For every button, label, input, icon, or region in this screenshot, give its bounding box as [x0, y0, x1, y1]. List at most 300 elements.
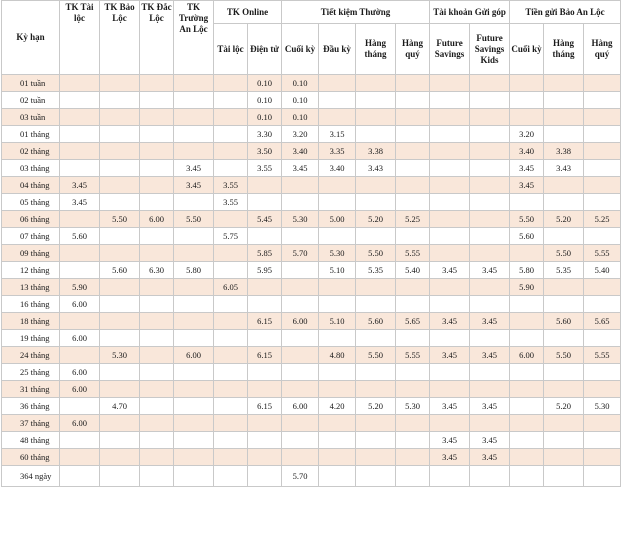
rate-cell-tt-ck	[282, 347, 319, 364]
rate-cell-tt-ck: 5.30	[282, 211, 319, 228]
rate-cell-bal-hq	[584, 126, 621, 143]
rate-cell-tt-ck: 0.10	[282, 92, 319, 109]
rate-cell-fsk	[470, 381, 510, 398]
rate-cell-onl-tai-loc	[214, 330, 248, 347]
rate-cell-onl-tai-loc	[214, 109, 248, 126]
rate-cell-dac-loc	[140, 279, 174, 296]
rate-cell-fs: 3.45	[430, 313, 470, 330]
rate-cell-fsk	[470, 109, 510, 126]
rate-cell-bal-ck	[510, 92, 544, 109]
rate-cell-bal-ck	[510, 109, 544, 126]
rate-cell-tai-loc: 6.00	[60, 364, 100, 381]
rate-cell-tt-ck: 6.00	[282, 398, 319, 415]
rate-cell-fsk	[470, 160, 510, 177]
rate-cell-tt-ht: 5.60	[356, 313, 396, 330]
rate-cell-tai-loc	[60, 262, 100, 279]
rate-cell-truong-an-loc	[174, 330, 214, 347]
rate-cell-bal-ht	[544, 296, 584, 313]
rate-cell-tt-ck	[282, 262, 319, 279]
rate-cell-onl-tai-loc	[214, 262, 248, 279]
rate-cell-truong-an-loc	[174, 109, 214, 126]
rate-cell-dac-loc	[140, 143, 174, 160]
rate-cell-truong-an-loc: 6.00	[174, 347, 214, 364]
rate-cell-tt-ck	[282, 381, 319, 398]
rate-cell-bal-ck	[510, 194, 544, 211]
rate-cell-bao-loc	[100, 415, 140, 432]
rate-cell-tt-dk	[319, 449, 356, 466]
rate-cell-bal-ck	[510, 330, 544, 347]
rate-cell-tt-hq	[396, 92, 430, 109]
rate-cell-fsk: 3.45	[470, 262, 510, 279]
header-tiet-kiem-thuong: Tiết kiệm Thường	[282, 1, 430, 24]
table-row	[2, 75, 621, 92]
rate-cell-onl-dien-tu: 6.15	[248, 347, 282, 364]
rate-cell-tt-hq: 5.25	[396, 211, 430, 228]
rate-cell-fs: 3.45	[430, 449, 470, 466]
rate-cell-bao-loc: 5.50	[100, 211, 140, 228]
rate-cell-tt-hq	[396, 160, 430, 177]
rate-cell-fsk	[470, 126, 510, 143]
rate-cell-tt-dk	[319, 177, 356, 194]
term-cell: 18 tháng	[2, 313, 60, 330]
rate-cell-bal-hq	[584, 143, 621, 160]
rate-cell-truong-an-loc	[174, 245, 214, 262]
rate-cell-tt-ck: 0.10	[282, 75, 319, 92]
rate-cell-tt-ht	[356, 449, 396, 466]
term-cell: 05 tháng	[2, 194, 60, 211]
rate-cell-truong-an-loc	[174, 398, 214, 415]
rate-cell-tt-ht: 3.43	[356, 160, 396, 177]
rate-cell-tt-dk	[319, 92, 356, 109]
rate-cell-bao-loc	[100, 466, 140, 487]
rate-cell-onl-tai-loc	[214, 296, 248, 313]
rate-cell-tai-loc: 6.00	[60, 296, 100, 313]
rate-cell-bal-ht: 5.35	[544, 262, 584, 279]
rate-cell-fsk	[470, 415, 510, 432]
rate-cell-bal-hq: 5.30	[584, 398, 621, 415]
rate-cell-bal-hq	[584, 109, 621, 126]
rate-cell-dac-loc	[140, 126, 174, 143]
rate-cell-tt-dk	[319, 194, 356, 211]
rate-cell-tt-dk: 3.15	[319, 126, 356, 143]
rate-cell-bal-ck: 3.40	[510, 143, 544, 160]
rate-cell-tt-ck	[282, 194, 319, 211]
rate-cell-onl-tai-loc	[214, 432, 248, 449]
term-cell: 19 tháng	[2, 330, 60, 347]
rate-cell-tt-hq	[396, 228, 430, 245]
rate-cell-onl-dien-tu: 6.15	[248, 398, 282, 415]
rate-cell-tt-dk: 3.35	[319, 143, 356, 160]
header-tien-gui-bao-an-loc: Tiền gửi Bảo An Lộc	[510, 1, 621, 24]
rate-cell-tt-ht	[356, 109, 396, 126]
rate-cell-onl-tai-loc	[214, 313, 248, 330]
rate-cell-onl-dien-tu	[248, 415, 282, 432]
rate-cell-tt-ht	[356, 177, 396, 194]
rate-cell-tt-ht	[356, 364, 396, 381]
rate-cell-bao-loc: 5.30	[100, 347, 140, 364]
rate-cell-onl-tai-loc	[214, 347, 248, 364]
rate-cell-bal-ht	[544, 92, 584, 109]
rate-cell-tai-loc	[60, 75, 100, 92]
term-cell: 24 tháng	[2, 347, 60, 364]
rate-cell-bal-hq	[584, 296, 621, 313]
rate-cell-tt-ht: 5.20	[356, 211, 396, 228]
rate-cell-bal-ht: 5.20	[544, 398, 584, 415]
rate-cell-fsk	[470, 75, 510, 92]
rate-cell-tt-hq: 5.55	[396, 347, 430, 364]
rate-cell-tai-loc	[60, 211, 100, 228]
rate-cell-fsk	[470, 143, 510, 160]
rate-cell-tai-loc	[60, 347, 100, 364]
rate-cell-tt-hq	[396, 75, 430, 92]
rate-cell-tt-dk: 5.10	[319, 262, 356, 279]
rate-cell-tai-loc	[60, 466, 100, 487]
rate-cell-bal-ht	[544, 228, 584, 245]
header-tk-tai-loc: TK Tài lộc	[60, 1, 100, 75]
header-tk-online: TK Online	[214, 1, 282, 24]
rate-cell-dac-loc	[140, 194, 174, 211]
table-row	[2, 126, 621, 143]
rate-cell-truong-an-loc: 3.45	[174, 160, 214, 177]
rate-cell-tt-hq: 5.55	[396, 245, 430, 262]
rate-cell-fsk	[470, 194, 510, 211]
rate-table-container	[1, 0, 613, 548]
rate-cell-bao-loc	[100, 177, 140, 194]
rate-cell-onl-dien-tu: 5.85	[248, 245, 282, 262]
rate-cell-tai-loc	[60, 245, 100, 262]
header-future-savings: Future Savings	[430, 24, 470, 75]
rate-cell-tt-ck: 3.20	[282, 126, 319, 143]
rate-cell-fsk	[470, 211, 510, 228]
rate-cell-onl-dien-tu	[248, 381, 282, 398]
rate-cell-onl-tai-loc	[214, 364, 248, 381]
term-cell: 03 tháng	[2, 160, 60, 177]
rate-cell-onl-dien-tu	[248, 466, 282, 487]
rate-cell-tt-hq	[396, 177, 430, 194]
rate-cell-bal-ht	[544, 109, 584, 126]
rate-cell-fs	[430, 415, 470, 432]
rate-cell-bao-loc: 4.70	[100, 398, 140, 415]
rate-cell-fs	[430, 194, 470, 211]
rate-cell-dac-loc	[140, 245, 174, 262]
rate-cell-fs	[430, 381, 470, 398]
rate-cell-bal-ck: 3.20	[510, 126, 544, 143]
rate-cell-onl-dien-tu: 3.50	[248, 143, 282, 160]
rate-cell-fs	[430, 279, 470, 296]
rate-cell-onl-dien-tu: 3.55	[248, 160, 282, 177]
rate-cell-bal-ck	[510, 75, 544, 92]
rate-cell-fsk	[470, 92, 510, 109]
header-term: Kỳ hạn	[2, 1, 60, 75]
rate-cell-bao-loc	[100, 432, 140, 449]
rate-cell-fs	[430, 109, 470, 126]
rate-cell-bao-loc	[100, 92, 140, 109]
table-row	[2, 313, 621, 330]
rate-cell-bao-loc: 5.60	[100, 262, 140, 279]
table-row	[2, 143, 621, 160]
header-tai-khoan-gui-gop: Tài khoản Gửi góp	[430, 1, 510, 24]
rate-cell-fs	[430, 211, 470, 228]
rate-cell-tt-dk	[319, 432, 356, 449]
rate-cell-onl-tai-loc	[214, 449, 248, 466]
table-row	[2, 330, 621, 347]
rate-cell-fs	[430, 92, 470, 109]
rate-cell-bal-hq	[584, 415, 621, 432]
rate-cell-onl-dien-tu: 0.10	[248, 75, 282, 92]
rate-cell-tt-dk: 5.10	[319, 313, 356, 330]
rate-cell-dac-loc	[140, 75, 174, 92]
rate-cell-tt-ck	[282, 279, 319, 296]
rate-cell-tt-ht	[356, 466, 396, 487]
rate-cell-tai-loc	[60, 109, 100, 126]
rate-cell-bal-ht	[544, 194, 584, 211]
rate-cell-tt-hq: 5.65	[396, 313, 430, 330]
rate-cell-fs	[430, 330, 470, 347]
table-row	[2, 177, 621, 194]
rate-cell-onl-dien-tu	[248, 432, 282, 449]
rate-cell-tt-hq	[396, 279, 430, 296]
rate-cell-onl-dien-tu	[248, 364, 282, 381]
rate-cell-bal-ht: 5.60	[544, 313, 584, 330]
rate-cell-tt-dk: 4.20	[319, 398, 356, 415]
rate-cell-bal-ck: 6.00	[510, 347, 544, 364]
rate-cell-bao-loc	[100, 296, 140, 313]
table-row	[2, 398, 621, 415]
rate-cell-fs	[430, 143, 470, 160]
rate-cell-bal-hq	[584, 92, 621, 109]
rate-cell-truong-an-loc	[174, 313, 214, 330]
table-row	[2, 364, 621, 381]
rate-cell-tt-hq	[396, 415, 430, 432]
rate-cell-tt-dk	[319, 330, 356, 347]
term-cell: 364 ngày	[2, 466, 60, 487]
rate-cell-truong-an-loc: 5.80	[174, 262, 214, 279]
rate-cell-tai-loc	[60, 92, 100, 109]
rate-cell-tt-ht	[356, 194, 396, 211]
rate-cell-fs	[430, 126, 470, 143]
rate-cell-onl-dien-tu	[248, 449, 282, 466]
term-cell: 02 tuần	[2, 92, 60, 109]
term-cell: 31 tháng	[2, 381, 60, 398]
rate-cell-fsk: 3.45	[470, 313, 510, 330]
rate-cell-bal-ck	[510, 466, 544, 487]
rate-cell-tai-loc: 5.90	[60, 279, 100, 296]
rate-cell-tt-ht	[356, 381, 396, 398]
rate-cell-bal-ht: 5.50	[544, 245, 584, 262]
rate-cell-tt-dk	[319, 415, 356, 432]
rate-cell-bal-ck: 3.45	[510, 160, 544, 177]
rate-cell-truong-an-loc	[174, 143, 214, 160]
table-row	[2, 228, 621, 245]
rate-cell-truong-an-loc	[174, 415, 214, 432]
rate-cell-fs: 3.45	[430, 347, 470, 364]
rate-cell-onl-dien-tu	[248, 330, 282, 347]
rate-cell-dac-loc	[140, 330, 174, 347]
rate-cell-onl-dien-tu: 6.15	[248, 313, 282, 330]
rate-cell-tt-ht	[356, 126, 396, 143]
rate-cell-tai-loc	[60, 126, 100, 143]
rate-cell-tt-ht	[356, 92, 396, 109]
rate-cell-fs	[430, 364, 470, 381]
rate-cell-bal-ht	[544, 330, 584, 347]
rate-cell-bal-ht	[544, 364, 584, 381]
term-cell: 16 tháng	[2, 296, 60, 313]
rate-cell-fs: 3.45	[430, 432, 470, 449]
rate-cell-fs	[430, 466, 470, 487]
rate-cell-onl-dien-tu: 0.10	[248, 92, 282, 109]
table-row	[2, 347, 621, 364]
term-cell: 09 tháng	[2, 245, 60, 262]
rate-cell-onl-tai-loc	[214, 143, 248, 160]
rate-cell-fsk: 3.45	[470, 398, 510, 415]
rate-cell-bao-loc	[100, 109, 140, 126]
rate-cell-fs	[430, 177, 470, 194]
rate-cell-bal-hq	[584, 160, 621, 177]
rate-cell-dac-loc	[140, 109, 174, 126]
rate-cell-tai-loc: 3.45	[60, 177, 100, 194]
rate-cell-tt-ck	[282, 364, 319, 381]
rate-cell-tt-dk	[319, 364, 356, 381]
term-cell: 13 tháng	[2, 279, 60, 296]
table-row	[2, 109, 621, 126]
rate-cell-dac-loc: 6.30	[140, 262, 174, 279]
rate-cell-tt-ck	[282, 415, 319, 432]
rate-cell-fsk	[470, 466, 510, 487]
rate-cell-bal-hq	[584, 432, 621, 449]
rate-cell-bao-loc	[100, 381, 140, 398]
rate-cell-dac-loc	[140, 313, 174, 330]
rate-cell-bao-loc	[100, 228, 140, 245]
rate-cell-truong-an-loc: 3.45	[174, 177, 214, 194]
rate-cell-fsk	[470, 228, 510, 245]
rate-cell-onl-tai-loc	[214, 245, 248, 262]
header-future-savings-kids: Future Savings Kids	[470, 24, 510, 75]
term-cell: 02 tháng	[2, 143, 60, 160]
rate-cell-bao-loc	[100, 75, 140, 92]
rate-cell-bal-ht	[544, 415, 584, 432]
rate-cell-tt-ht	[356, 330, 396, 347]
rate-cell-tt-dk: 4.80	[319, 347, 356, 364]
rate-cell-truong-an-loc	[174, 449, 214, 466]
interest-rate-table	[1, 0, 621, 487]
table-row	[2, 245, 621, 262]
rate-cell-truong-an-loc	[174, 92, 214, 109]
rate-cell-bal-hq	[584, 330, 621, 347]
rate-cell-bal-ck	[510, 245, 544, 262]
rate-cell-dac-loc	[140, 432, 174, 449]
term-cell: 60 tháng	[2, 449, 60, 466]
rate-cell-bal-ht	[544, 279, 584, 296]
rate-cell-tt-ht: 5.50	[356, 245, 396, 262]
table-row	[2, 262, 621, 279]
rate-cell-onl-dien-tu: 0.10	[248, 109, 282, 126]
rate-cell-bal-ck: 5.60	[510, 228, 544, 245]
rate-cell-tt-ck: 6.00	[282, 313, 319, 330]
term-cell: 07 tháng	[2, 228, 60, 245]
rate-cell-bal-ck	[510, 381, 544, 398]
term-cell: 01 tháng	[2, 126, 60, 143]
rate-cell-fsk: 3.45	[470, 432, 510, 449]
rate-cell-fs	[430, 228, 470, 245]
rate-cell-tt-ck: 3.40	[282, 143, 319, 160]
rate-cell-tt-hq	[396, 143, 430, 160]
rate-cell-bal-hq	[584, 177, 621, 194]
rate-cell-bal-hq: 5.65	[584, 313, 621, 330]
rate-cell-tai-loc: 6.00	[60, 415, 100, 432]
rate-cell-bal-ht	[544, 466, 584, 487]
rate-cell-bal-ht	[544, 177, 584, 194]
rate-cell-bal-hq	[584, 228, 621, 245]
rate-cell-bao-loc	[100, 279, 140, 296]
rate-cell-onl-tai-loc	[214, 126, 248, 143]
rate-cell-onl-tai-loc	[214, 466, 248, 487]
header-bal-hang-quy: Hàng quý	[584, 24, 621, 75]
rate-cell-bal-hq	[584, 75, 621, 92]
rate-cell-tt-ht: 3.38	[356, 143, 396, 160]
rate-cell-bal-ck: 5.90	[510, 279, 544, 296]
rate-cell-fs	[430, 75, 470, 92]
rate-cell-tt-dk	[319, 228, 356, 245]
rate-cell-bal-ck	[510, 415, 544, 432]
rate-cell-tt-ck	[282, 432, 319, 449]
rate-cell-bal-ck	[510, 449, 544, 466]
rate-cell-tt-hq: 5.30	[396, 398, 430, 415]
rate-cell-tt-ck	[282, 296, 319, 313]
rate-cell-bal-ht	[544, 381, 584, 398]
rate-cell-tt-hq	[396, 126, 430, 143]
rate-cell-tt-dk: 3.40	[319, 160, 356, 177]
rate-cell-bal-hq	[584, 381, 621, 398]
rate-cell-truong-an-loc	[174, 194, 214, 211]
rate-cell-bao-loc	[100, 126, 140, 143]
term-cell: 12 tháng	[2, 262, 60, 279]
rate-cell-fsk	[470, 330, 510, 347]
table-row	[2, 296, 621, 313]
rate-cell-bao-loc	[100, 245, 140, 262]
rate-cell-tt-hq	[396, 364, 430, 381]
header-bal-cuoi-ky: Cuối kỳ	[510, 24, 544, 75]
rate-cell-tai-loc	[60, 449, 100, 466]
table-row	[2, 92, 621, 109]
rate-cell-bal-hq: 5.55	[584, 347, 621, 364]
rate-cell-dac-loc	[140, 177, 174, 194]
rate-cell-bal-hq: 5.40	[584, 262, 621, 279]
header-tk-bao-loc: TK Bảo Lộc	[100, 1, 140, 75]
rate-cell-bal-ht: 5.50	[544, 347, 584, 364]
rate-cell-bal-hq	[584, 466, 621, 487]
table-row	[2, 211, 621, 228]
rate-cell-bal-hq: 5.25	[584, 211, 621, 228]
rate-cell-tt-ck	[282, 330, 319, 347]
rate-cell-fs: 3.45	[430, 262, 470, 279]
term-cell: 25 tháng	[2, 364, 60, 381]
rate-cell-tt-hq	[396, 449, 430, 466]
rate-cell-tt-ck: 0.10	[282, 109, 319, 126]
rate-cell-bal-hq	[584, 449, 621, 466]
rate-cell-tt-ht: 5.20	[356, 398, 396, 415]
rate-cell-dac-loc: 6.00	[140, 211, 174, 228]
rate-cell-truong-an-loc	[174, 296, 214, 313]
rate-cell-tai-loc: 6.00	[60, 330, 100, 347]
rate-cell-onl-tai-loc	[214, 92, 248, 109]
rate-cell-onl-tai-loc	[214, 398, 248, 415]
rate-cell-tt-ck	[282, 177, 319, 194]
rate-cell-tt-ht	[356, 432, 396, 449]
rate-cell-fs: 3.45	[430, 398, 470, 415]
rate-cell-onl-tai-loc: 5.75	[214, 228, 248, 245]
rate-cell-fsk: 3.45	[470, 449, 510, 466]
rate-cell-onl-tai-loc	[214, 211, 248, 228]
